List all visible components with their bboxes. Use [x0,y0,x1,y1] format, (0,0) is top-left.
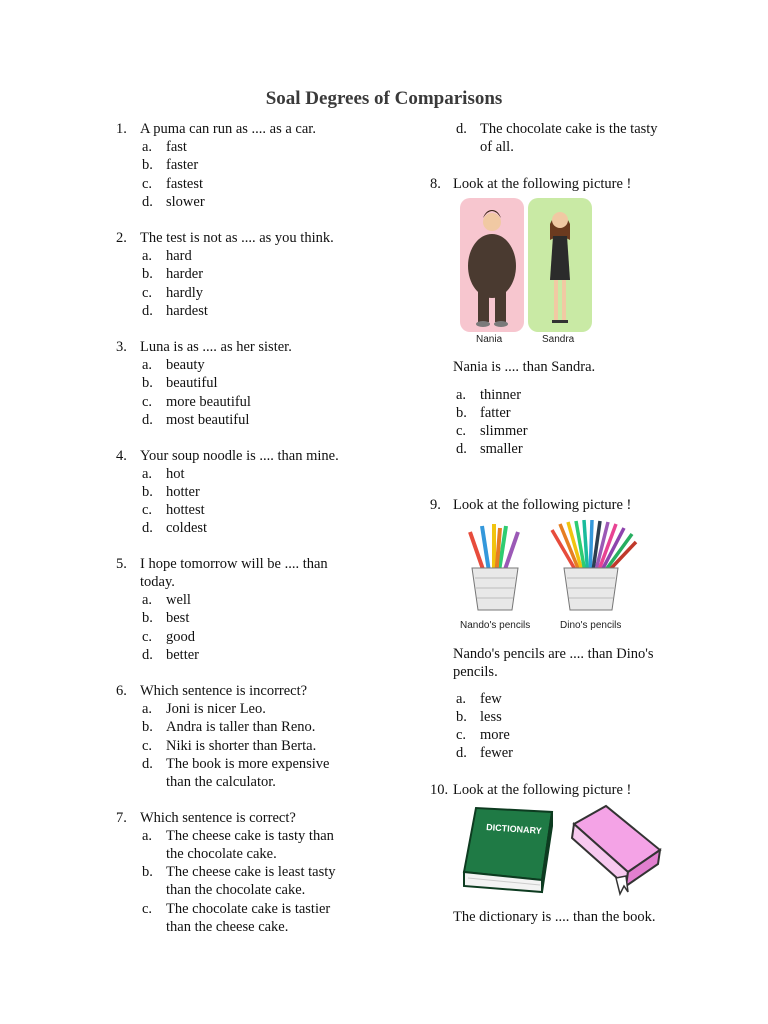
option-letter: a. [142,701,153,717]
option-a: beauty [166,357,205,373]
option-c: fastest [166,176,204,192]
question-number: 4. [116,448,127,464]
option-b: fatter [480,405,511,421]
dino-pencils [552,520,636,610]
option-letter: c. [142,502,153,518]
option-letter: d. [142,520,153,536]
option-letter: d. [456,441,467,457]
option-b-continued: than the chocolate cake. [166,882,306,898]
option-b: less [480,709,502,725]
option-letter: a. [456,387,467,403]
option-letter: a. [456,691,467,707]
question-stem: Which sentence is incorrect? [140,683,308,699]
question-stem: Look at the following picture ! [453,176,632,192]
option-letter: b. [142,375,153,391]
option-a: Joni is nicer Leo. [166,701,266,717]
option-b: Andra is taller than Reno. [166,719,316,735]
option-d: The chocolate cake is the tasty [480,121,658,137]
option-letter: c. [142,285,153,301]
question-number: 1. [116,121,127,137]
question-number: 8. [430,176,441,192]
question-number: 3. [116,339,127,355]
option-c-continued: than the cheese cake. [166,919,289,935]
option-a: fast [166,139,187,155]
option-d-continued: of all. [480,139,514,155]
question-stem: Which sentence is correct? [140,810,296,826]
page-title: Soal Degrees of Comparisons [265,88,503,109]
option-b: best [166,610,190,626]
question-stem: The test is not as .... as you think. [140,230,334,246]
option-letter: d. [142,756,153,772]
question-sentence-continued: pencils. [453,664,498,680]
option-d: smaller [480,441,523,457]
option-letter: d. [142,194,153,210]
option-c: hardly [166,285,204,301]
option-c: hottest [166,502,205,518]
question-sentence: The dictionary is .... than the book. [453,909,656,925]
question-number: 5. [116,556,127,572]
option-letter: b. [456,405,467,421]
option-a: thinner [480,387,522,403]
question-sentence: Nando's pencils are .... than Dino's [453,646,654,662]
option-letter: b. [142,266,153,282]
option-a: well [166,592,191,608]
option-d: hardest [166,303,208,319]
pink-book [572,806,660,894]
option-letter: d. [142,647,153,663]
question-number: 9. [430,497,441,513]
option-letter: a. [142,248,153,264]
question-stem: A puma can run as .... as a car. [140,121,316,137]
option-letter: b. [142,719,153,735]
option-letter: c. [142,901,153,917]
caption-nando: Nando's pencils [460,620,531,631]
option-b: beautiful [166,375,218,391]
option-a: few [480,691,502,707]
option-letter: c. [456,423,467,439]
option-c: Niki is shorter than Berta. [166,738,317,754]
books-illustration [456,802,668,898]
question-sentence: Nania is .... than Sandra. [453,359,596,375]
option-letter: b. [142,610,153,626]
option-letter: b. [142,157,153,173]
question-stem: Your soup noodle is .... than mine. [140,448,339,464]
option-d: The book is more expensive [166,756,330,772]
caption-nania: Nania [476,334,503,345]
pencils-illustration [456,518,646,634]
option-c: more beautiful [166,394,251,410]
dictionary-label: DICTIONARY [485,822,543,836]
option-b: faster [166,157,199,173]
option-b: hotter [166,484,200,500]
option-letter: c. [142,394,153,410]
question-stem: Luna is as .... as her sister. [140,339,292,355]
option-c: more [480,727,510,743]
option-a: hard [166,248,192,264]
option-c: The chocolate cake is tastier [166,901,331,917]
option-d: fewer [480,745,514,761]
option-c: slimmer [480,423,528,439]
option-letter: a. [142,466,153,482]
option-letter: d. [456,745,467,761]
question-stem: I hope tomorrow will be .... than [140,556,328,572]
question-stem: Look at the following picture ! [453,782,632,798]
option-d: slower [166,194,205,210]
question-number: 7. [116,810,127,826]
option-letter: c. [142,176,153,192]
option-d: better [166,647,200,663]
dictionary-book [464,808,552,892]
nando-pencils [470,524,518,610]
option-b: The cheese cake is least tasty [166,864,336,880]
option-letter: c. [142,738,153,754]
option-letter: d. [142,303,153,319]
option-c: good [166,629,195,645]
option-letter: b. [456,709,467,725]
option-letter: a. [142,828,153,844]
question-number: 2. [116,230,127,246]
option-d-continued: than the calculator. [166,774,276,790]
question-stem: Look at the following picture ! [453,497,632,513]
option-letter: d. [456,121,467,137]
option-letter: d. [142,412,153,428]
option-d: most beautiful [166,412,250,428]
caption-sandra: Sandra [542,334,575,345]
question-stem-continued: today. [140,574,175,590]
option-letter: a. [142,139,153,155]
bookmark-ribbon [616,876,628,894]
option-letter: b. [142,484,153,500]
question-number: 6. [116,683,127,699]
option-letter: c. [456,727,467,743]
option-a-continued: the chocolate cake. [166,846,277,862]
option-letter: c. [142,629,153,645]
question-number: 10. [430,782,449,798]
nania-sandra-illustration [456,196,596,348]
option-letter: a. [142,357,153,373]
option-d: coldest [166,520,208,536]
option-a: hot [166,466,185,482]
caption-dino: Dino's pencils [560,620,622,631]
option-letter: b. [142,864,153,880]
option-b: harder [166,266,204,282]
option-letter: a. [142,592,153,608]
option-a: The cheese cake is tasty than [166,828,334,844]
